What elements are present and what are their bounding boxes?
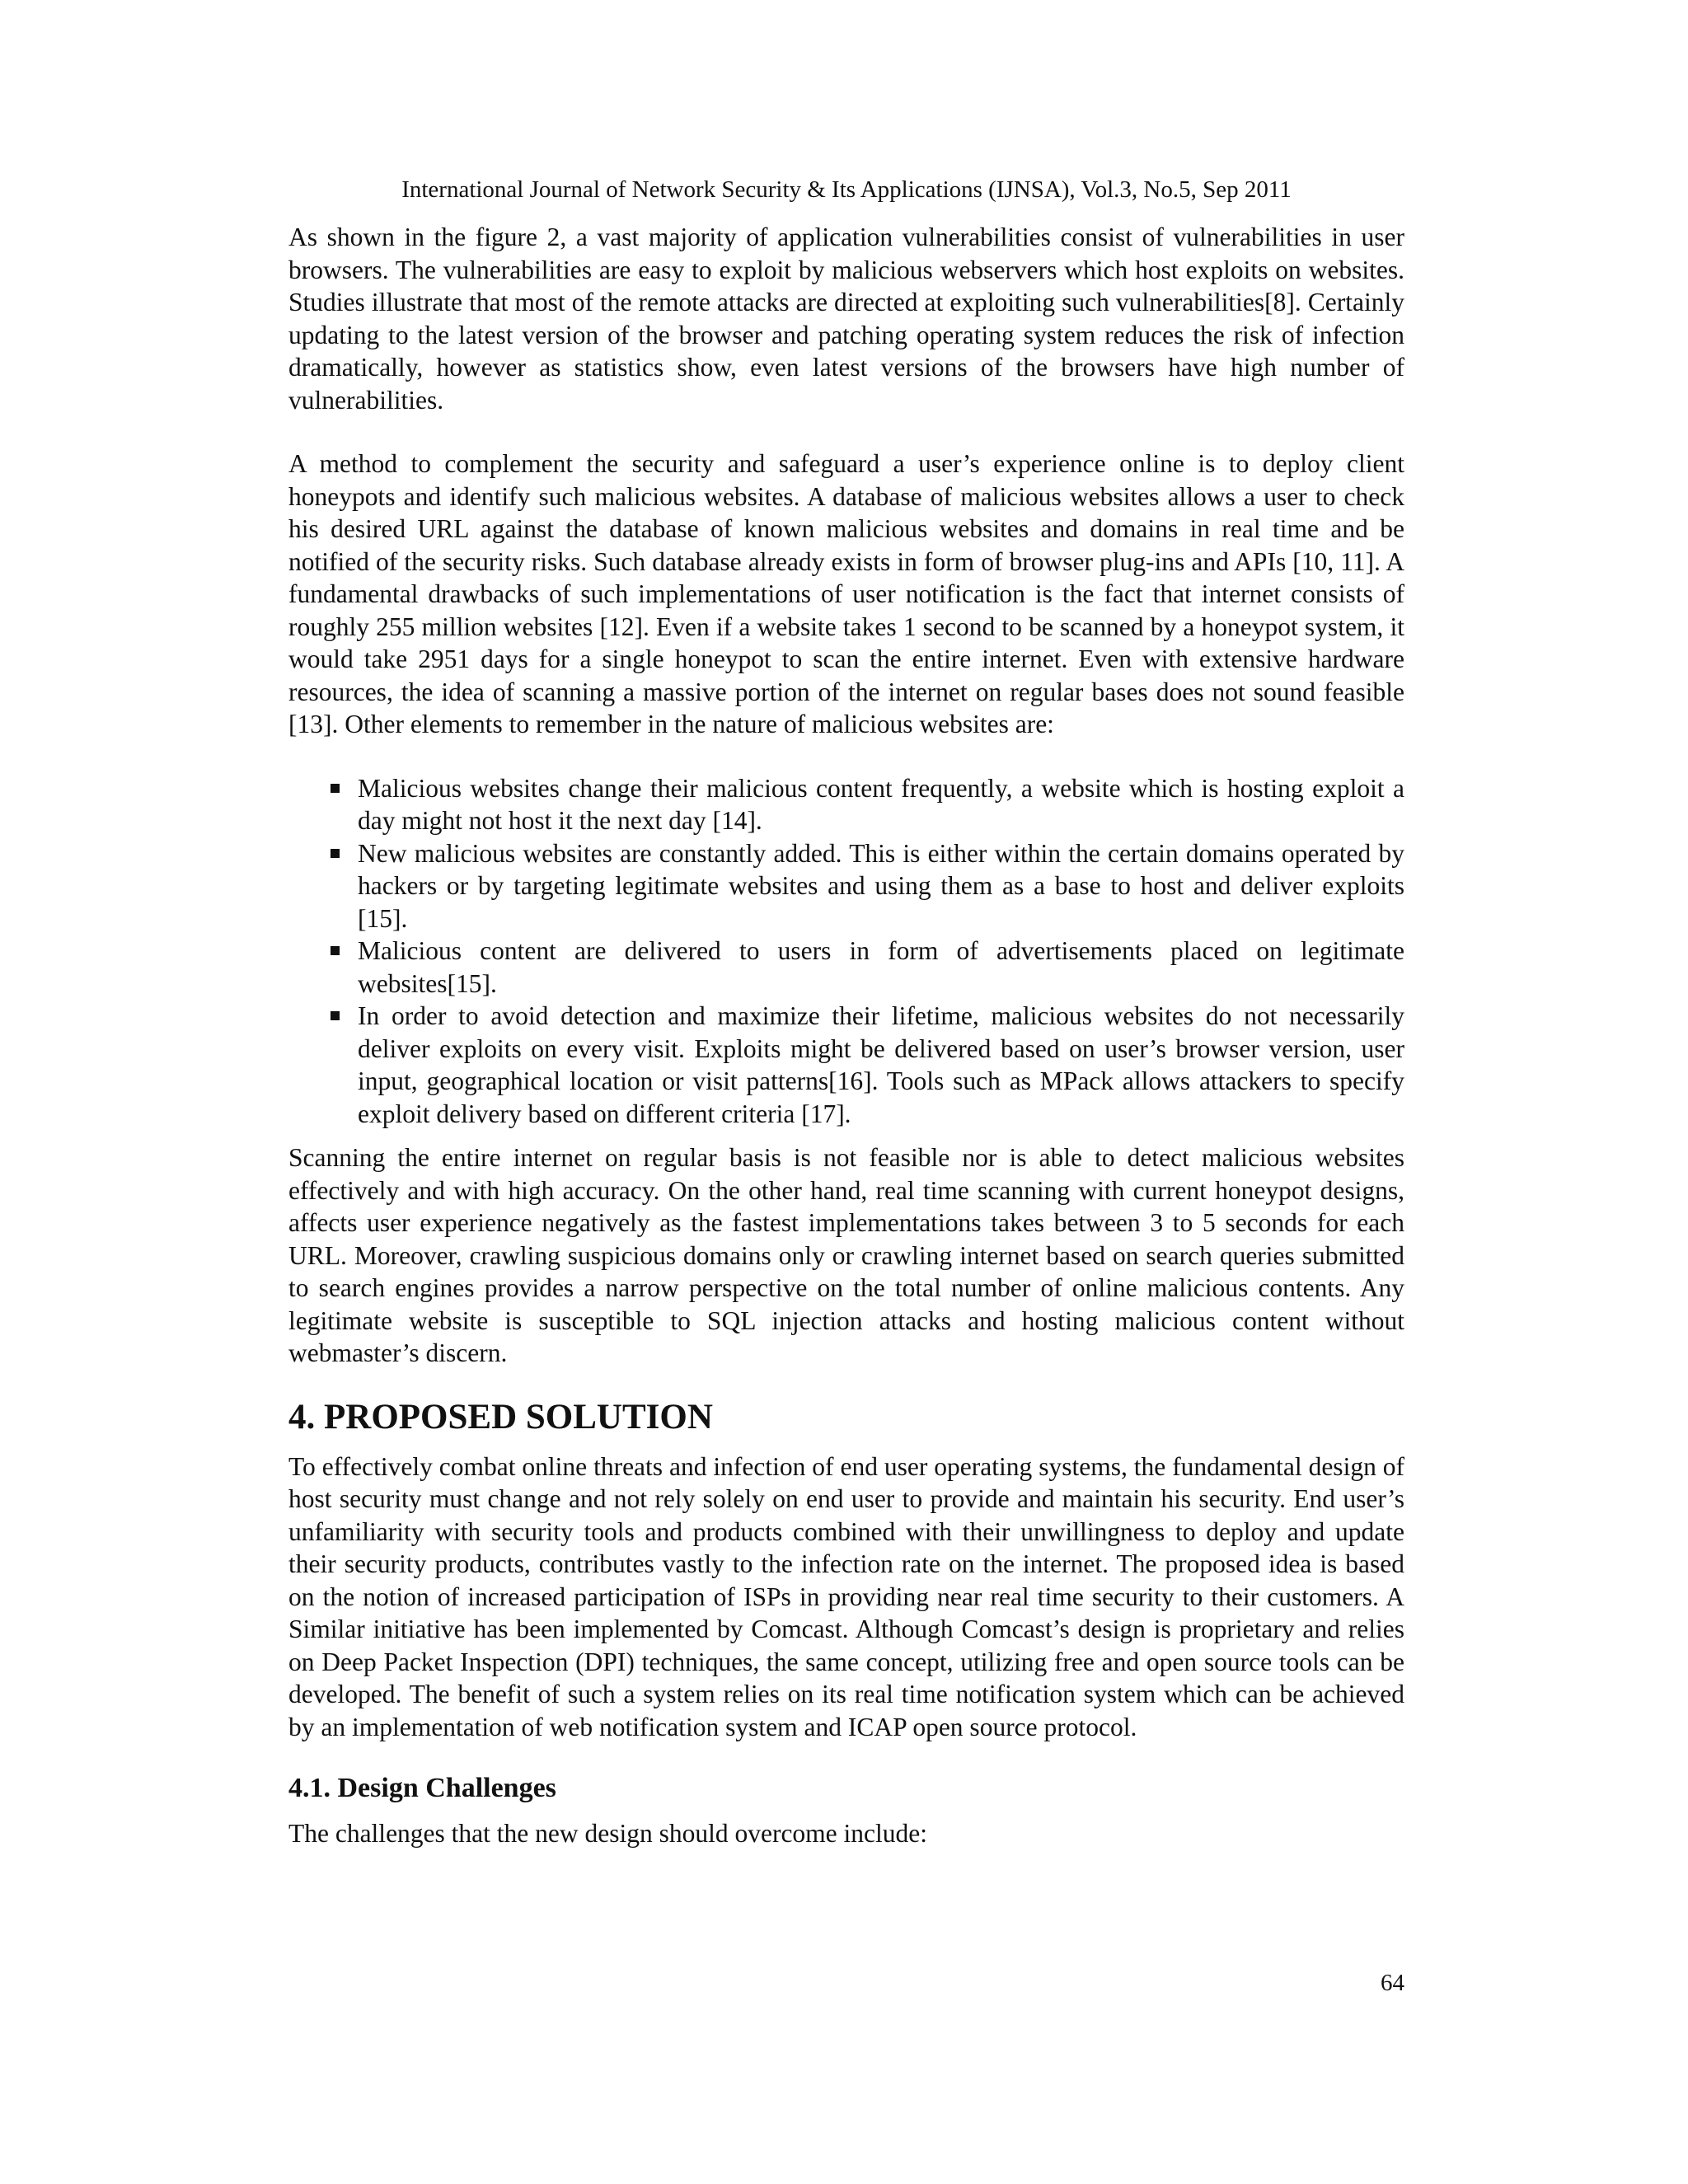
square-bullet-icon (331, 946, 340, 955)
malicious-website-traits-list (288, 772, 1404, 1131)
page-body (288, 221, 1404, 1850)
body-paragraph-2: A method to complement the security and safeguard a user’s experience online is to deploy client honeypots and identify such malicious websites. A database of malicious websites allows a user to check his desired URL against the database of known malicious websites and domains in real time and be notified of the security risks. Such database already exists in form of browser plug-ins and APIs [10, 11]. A fundamental drawbacks of such implementations of user notification is the fact that internet consists of roughly 255 million websites [12]. Even if a website takes 1 second to be scanned by a honeypot system, it would take 2951 days for a single honeypot to scan the entire internet. Even with extensive hardware resources, the idea of scanning a massive portion of the internet on regular bases does not sound feasible [13]. Other elements to remember in the nature of malicious websites are: (288, 449, 1404, 738)
list-item (288, 1000, 1404, 1130)
list-item (288, 837, 1404, 935)
list-item-text: Malicious websites change their malicious content frequently, a website which is hosting exploit a day might not host it the next day [14]. (358, 773, 1404, 835)
body-paragraph-4: To effectively combat online threats and infection of end user operating systems, the fundamental design of host security must change and not rely solely on end user to provide and maintain his security. End user’s unfamiliarity with security tools and products combined with their unwillingness to deploy and update their security products, contributes vastly to the infection rate on the internet. The proposed idea is based on the notion of increased participation of ISPs in providing near real time security to their customers. A Similar initiative has been implemented by Comcast. Although Comcast’s design is proprietary and relies on Deep Packet Inspection (DPI) techniques, the same concept, utilizing free and open source tools can be developed. The benefit of such a system relies on its real time notification system which can be achieved by an implementation of web notification system and ICAP open source protocol. (288, 1451, 1404, 1741)
square-bullet-icon (331, 1011, 340, 1020)
list-item-text: New malicious websites are constantly added. This is either within the certain domains operated by hackers or by targeting legitimate websites and using them as a base to host and deliver exploits [15]. (358, 838, 1404, 933)
list-item (288, 935, 1404, 1000)
section-heading: 4. PROPOSED SOLUTION (288, 1397, 713, 1436)
list-item (288, 772, 1404, 837)
paper-page (288, 0, 1404, 2184)
body-paragraph-5: The challenges that the new design should overcome include: (288, 1819, 928, 1848)
list-item-text: In order to avoid detection and maximize their lifetime, malicious websites do not necessarily deliver exploits on every visit. Exploits might be delivered based on user’s browser version, user input, geographical location or visit patterns[16]. Tools such as MPack allows attackers to specify exploit delivery based on different criteria [17]. (358, 1001, 1404, 1128)
running-header: International Journal of Network Security & Its Applications (IJNSA), Vol.3, No.5, Sep 2011 (401, 176, 1292, 203)
square-bullet-icon (331, 784, 340, 793)
page-number: 64 (1381, 1970, 1404, 1996)
body-paragraph-3: Scanning the entire internet on regular basis is not feasible nor is able to detect malicious websites effectively and with high accuracy. On the other hand, real time scanning with current honeypot designs, affects user experience negatively as the fastest implementations takes between 3 to 5 seconds for each URL. Moreover, crawling suspicious domains only or crawling internet based on search queries submitted to search engines provides a narrow perspective on the total number of online malicious contents. Any legitimate website is susceptible to SQL injection attacks and hosting malicious content without webmaster’s discern. (288, 1143, 1404, 1367)
body-paragraph-1: As shown in the figure 2, a vast majority of application vulnerabilities consist of vulnerabilities in user browsers. The vulnerabilities are easy to exploit by malicious webservers which host exploits on websites. Studies illustrate that most of the remote attacks are directed at exploiting such vulnerabilities[8]. Certainly updating to the latest version of the browser and patching operating system reduces the risk of infection dramatically, however as statistics show, even latest versions of the browsers have high number of vulnerabilities. (288, 223, 1404, 415)
list-item-text: Malicious content are delivered to users in form of advertisements placed on legitimate websites[15]. (358, 936, 1404, 998)
subsection-heading: 4.1. Design Challenges (288, 1773, 556, 1803)
square-bullet-icon (331, 849, 340, 858)
